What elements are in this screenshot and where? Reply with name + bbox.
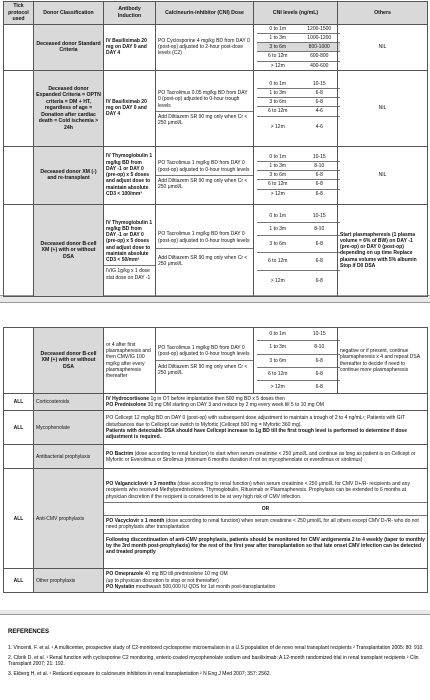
level-range: 1200-1500 [299, 25, 341, 34]
drug-detail: (dose according to renal function) when serum creatinine < 250 μmol/L for all others except CMV D-/R- who do not need prophylaxis after transplantation [106, 518, 419, 531]
others-text: Start plasmapheresis (1 plasma volume = 6% of BW) on DAY -1 (pre-op) or DAY 0 (post-op) depending on up time Replace plasma volume with 5% albumin Stop if D0 DSA [340, 231, 417, 269]
cni-levels-list [257, 80, 340, 137]
header-tick: Tick protocol used [4, 2, 34, 25]
level-range: 8-10 [299, 341, 341, 354]
level-range: 10-15 [299, 153, 341, 162]
antibody-induction [104, 204, 156, 296]
level-range: 1000-1200 [299, 33, 341, 42]
level-range: 6-8 [299, 171, 341, 180]
drug-detail: mouthwash 500,000 IU QDS for 1st month post-transplantation [134, 583, 276, 590]
table-row [4, 24, 428, 70]
all-label: ALL [4, 569, 34, 593]
level-period: 1 to 3m [257, 161, 299, 170]
others: NIL [338, 70, 428, 146]
category-label: Anti-CMV prophylaxis [34, 469, 104, 569]
level-range: 4-6 [299, 107, 341, 116]
category-label: Mycophenolate [34, 411, 104, 445]
level-period: 3 to 6m [257, 98, 299, 107]
references-list [8, 645, 424, 677]
level-period: 0 to 1m [257, 210, 299, 223]
level-period: > 12m [270, 123, 285, 130]
table-row [4, 328, 428, 394]
all-label: ALL [4, 469, 34, 569]
antibody-induction: or 4 after first plasmapheresis and then CMV/IG 100 mg/kg after every plasmapheresis thereafter [104, 328, 156, 394]
level-range: 600-800 [299, 52, 341, 61]
page-two [0, 302, 430, 610]
tick-cell[interactable] [4, 204, 34, 296]
antibody-induction [104, 146, 156, 204]
level-period: 3 to 6m [257, 171, 299, 180]
cni-dose: PO Cyclosporine 4 mg/kg BD from DAY 0 (post-op) adjusted to 2-hour post-dose levels (C2) [156, 24, 254, 70]
drug-name: PO Prednisolone [106, 402, 147, 409]
cni-dose: PO Tacrolimus 1 mg/kg BD from DAY 0 (post-op) adjusted to 0-hour trough levels [156, 227, 253, 249]
level-range: 6-8 [299, 253, 341, 270]
level-period: > 12m [270, 190, 285, 197]
table-row [4, 394, 428, 411]
level-period: > 12m [270, 384, 285, 390]
level-period: 6 to 12m [257, 253, 299, 270]
reference-item: 3. Ekberg H, et al. ¹ Reduced exposure to calcineurin inhibitors in renal transplantation ² N Eng J Med 2007; 357: 2562. [8, 670, 271, 677]
cni-levels-list [257, 25, 340, 70]
cni-dose-cell [156, 204, 254, 296]
all-label: ALL [4, 394, 34, 411]
cni-levels-cell [254, 204, 338, 296]
drug-name: PO Omeprazole [106, 571, 144, 578]
drug-detail: (dose according to renal function) to start when serum creatinine < 250 μmol/L and continue as long as patient is on Cellcept or Myfortic or Everolimus or Sirolimus (minimum 6 months duration if not on mycophenolate or everolimus or sirolimus) [106, 450, 416, 463]
cni-levels-list [257, 153, 340, 198]
drug-name: IV Hydrocortisone [106, 396, 150, 402]
category-content [104, 394, 428, 411]
others: NIL [338, 146, 428, 204]
cni-dose-note: Add Diltiazem SR 90 mg only when Cr < 250 μmol/L [158, 254, 248, 267]
content-line: (up to physician discretion to stop or not thereafter) [106, 577, 219, 584]
antibody-induction: IV Basiliximab 20 mg on DAY 0 and DAY 4 [104, 24, 156, 70]
level-period: 6 to 12m [257, 180, 299, 189]
references-page [0, 614, 430, 700]
header-cni-levels: CNI levels (ng/mL) [254, 2, 338, 25]
level-range: 8-10 [299, 161, 341, 170]
level-period: > 12m [270, 62, 285, 69]
cni-dose: PO Tacrolimus 0.05 mg/kg BD from DAY 0 (post-op) adjusted to 0-hour trough levels [156, 88, 253, 112]
cni-levels-cell [254, 70, 338, 146]
level-period: 1 to 3m [257, 341, 299, 354]
header-donor: Donor Classification [34, 2, 104, 25]
donor-classification: Deceased donor Expanded Criteria = OPTN criteria = DM + HT, regardless of age = Donation after cardiac death = Cold ischemia > 24h [34, 70, 104, 146]
content-line [106, 584, 425, 590]
level-range: 10-15 [299, 328, 341, 341]
table-row [4, 146, 428, 204]
level-period: 3 to 6m [257, 236, 299, 253]
antibody-text: IV Thymoglobulin 1 mg/kg BD from DAY -1 or DAY 0 (pre-op) x 5 doses and adjust dose to maintain absolute CD3 < 100/mm³ [106, 153, 153, 197]
category-label: Antibacterial prophylaxis [34, 445, 104, 469]
cni-dose-note: Add Diltiazem SR 90 mg only when Cr < 250 μmol/L [158, 177, 248, 190]
level-period: 0 to 1m [257, 80, 299, 89]
category-content [104, 411, 428, 445]
tick-cell[interactable] [4, 146, 34, 204]
cni-dose-cell [156, 328, 254, 394]
drug-detail: 1g in OT before implantation then 500 mg BD x 5 doses then [149, 396, 285, 402]
cni-dose: PO Tacrolimus 1 mg/kg BD from DAY 0 (post-op) adjusted to 0-hour trough levels [156, 158, 253, 176]
donor-classification: Deceased donor Standard Criteria [34, 24, 104, 70]
level-period: 0 to 1m [257, 25, 299, 34]
level-period: 1 to 3m [257, 88, 299, 97]
tick-cell[interactable] [4, 445, 34, 469]
cni-dose-note: Add Diltiazem SR 90 mg only when Cr < 250 μmol/L [158, 113, 248, 127]
level-period: 1 to 3m [257, 222, 299, 235]
reference-item: 2. Cibrik D, et al. ¹ Renal function with cyclosporine C2 monitoring, enteric-coated mycophenolate sodium and basiliximab: A 12-month randomized trial in renal transplant recipients ² Clin Transplant 2007; 21: 192. [8, 654, 419, 667]
table-header-row [4, 2, 428, 25]
level-period: 0 to 1m [257, 328, 299, 341]
level-range: 6-8 [299, 180, 341, 189]
table-row [4, 411, 428, 445]
category-content [104, 445, 428, 469]
antibody-ivig: IVIG 1g/kg x 1 dose stat dose on DAY -1 [106, 268, 151, 281]
category-label: Corticosteroids [34, 394, 104, 411]
content-line [106, 402, 425, 408]
level-range: 6-8 [315, 190, 323, 197]
content-line: Following discontinuation of anti-CMV prophylaxis, patients should be monitored for CMV antigenemia 2 to 4 weekly (taper to monthly by the 3rd month post-prophylaxis) for the rest of the first year after transplantation so that late onset CMV infection can be detected and treated promptly [106, 536, 425, 556]
level-range: 6-8 [299, 367, 341, 380]
antibody-induction: IV Basiliximab 20 mg on DAY 0 and DAY 4 [104, 70, 156, 146]
level-range: 800-1000 [299, 43, 341, 52]
level-period: 6 to 12m [257, 107, 299, 116]
header-antibody: Antibody Induction [104, 2, 156, 25]
level-period: 3 to 6m [257, 43, 299, 52]
level-range: 6-8 [299, 88, 341, 97]
level-period: > 12m [270, 277, 285, 284]
content-line: Patients with detectable DSA should have Cellcept increase to 1g BD till the first trough level is performed to determine if dose adjustment is required. [106, 427, 407, 440]
donor-classification: Deceased donor XM (-) and re-transplant [34, 146, 104, 204]
or-separator: OR [104, 503, 427, 516]
tick-cell[interactable] [4, 24, 34, 70]
drug-detail: (dose according to renal function) when serum creatinine < 250 μmol/L for CMV D+/R- recipients and any recipients who received Methylprednisolone, Thymoglobulin, Rituximab or Plasmapheresis. Prophylaxis can be extended to 6 months at physician discretion if the recipient is considered to be at very high risk of CMV infection. [106, 481, 410, 500]
level-period: 1 to 3m [257, 33, 299, 42]
protocol-table [3, 1, 428, 297]
drug-name: PO Nystatin [106, 583, 135, 590]
all-label: ALL [4, 411, 34, 445]
drug-name: PO Valganciclovir x 3 months [106, 481, 177, 488]
level-period: 6 to 12m [257, 367, 299, 380]
level-range: 6-8 [299, 98, 341, 107]
content-line [104, 479, 427, 503]
reference-item: 1. Vincenti, F. et al. ¹ A multicenter, prospective study of C2-monitored cyclosporine microemulsion in a U.S population of de novo renal transplant recipients ² Transplantation 2005; 80: 910. [8, 645, 424, 651]
content-line: PO Cellcept 12 mg/kg BD on DAY 0 (post-op) with subsequent dose adjustment to maintain a trough of 2 to 4 ng/mL¹; Patients with GIT disturbances due to Cellcept can switch to Myfortic (Cellcept 500 mg = Myfortic 360 mg). [106, 415, 406, 428]
cni-dose-note: Add Diltiazem SR 90 mg only when Cr < 250 μmol/L [158, 364, 248, 377]
level-range: 6-8 [299, 236, 341, 253]
others: negative or if present, continue plasmapheresis x 4 and repeat DSA thereafter to decide if need to continue more plasmapheresis [338, 328, 428, 394]
protocol-table-continued [3, 327, 428, 593]
content-line [104, 516, 427, 534]
level-range: 400-600 [310, 62, 329, 69]
category-content [104, 569, 428, 593]
page-one [0, 0, 430, 296]
cni-dose-cell [156, 70, 254, 146]
cni-dose: PO Tacrolimus 1 mg/kg BD from DAY 0 (post-op) adjusted to 0-hour trough levels [156, 342, 253, 362]
table-row [4, 469, 428, 569]
header-others: Others [338, 2, 428, 25]
level-period: 3 to 6m [257, 354, 299, 367]
others [338, 204, 428, 296]
drug-name: PO Bactrim [106, 450, 134, 457]
antibody-text: IV Thymoglobulin 1 mg/kg BD from DAY -1 or DAY 0 (pre-op) x 5 doses and adjust dose to maintain absolute CD3 < 50/mm³ [104, 218, 155, 267]
references-title: REFERENCES [8, 629, 50, 635]
cni-dose-cell [156, 146, 254, 204]
others: NIL [338, 24, 428, 70]
category-label: Other prophylaxis [34, 569, 104, 593]
level-range: 4-6 [315, 123, 323, 130]
table-row [4, 70, 428, 146]
tick-cell[interactable] [4, 70, 34, 146]
donor-classification: Deceased donor B-cell XM (+) with or without DSA [34, 204, 104, 296]
drug-detail: 40 mg BD till prednisolone 10 mg OM [143, 571, 228, 578]
level-range: 6-8 [299, 354, 341, 367]
table-row [4, 569, 428, 593]
level-range: 6-8 [315, 277, 323, 284]
level-period: 0 to 1m [257, 153, 299, 162]
table-row [4, 204, 428, 296]
tick-cell[interactable] [4, 328, 34, 394]
drug-detail: 30 mg OM starting on DAY 3 and reduce by 2 mg every week till 5 to 10 mg OM [146, 402, 324, 409]
table-row [4, 445, 428, 469]
header-cni-dose: Calcineurin-inhibitor (CNI) Dose [156, 2, 254, 25]
drug-name: PO Vacyclovir x 1 month [106, 518, 165, 525]
cni-levels-list [257, 210, 340, 291]
category-content [104, 469, 428, 569]
level-period: 6 to 12m [257, 52, 299, 61]
cni-levels-list [257, 328, 340, 393]
cni-levels-cell [254, 24, 338, 70]
level-range: 8-10 [299, 222, 341, 235]
cni-levels-cell [254, 328, 338, 394]
level-range: 6-8 [315, 384, 323, 390]
level-range: 10-15 [299, 80, 341, 89]
donor-classification: Deceased donor B-cell XM (+) with or without DSA [34, 328, 104, 394]
level-range: 10-15 [299, 210, 341, 223]
cni-levels-cell [254, 146, 338, 204]
